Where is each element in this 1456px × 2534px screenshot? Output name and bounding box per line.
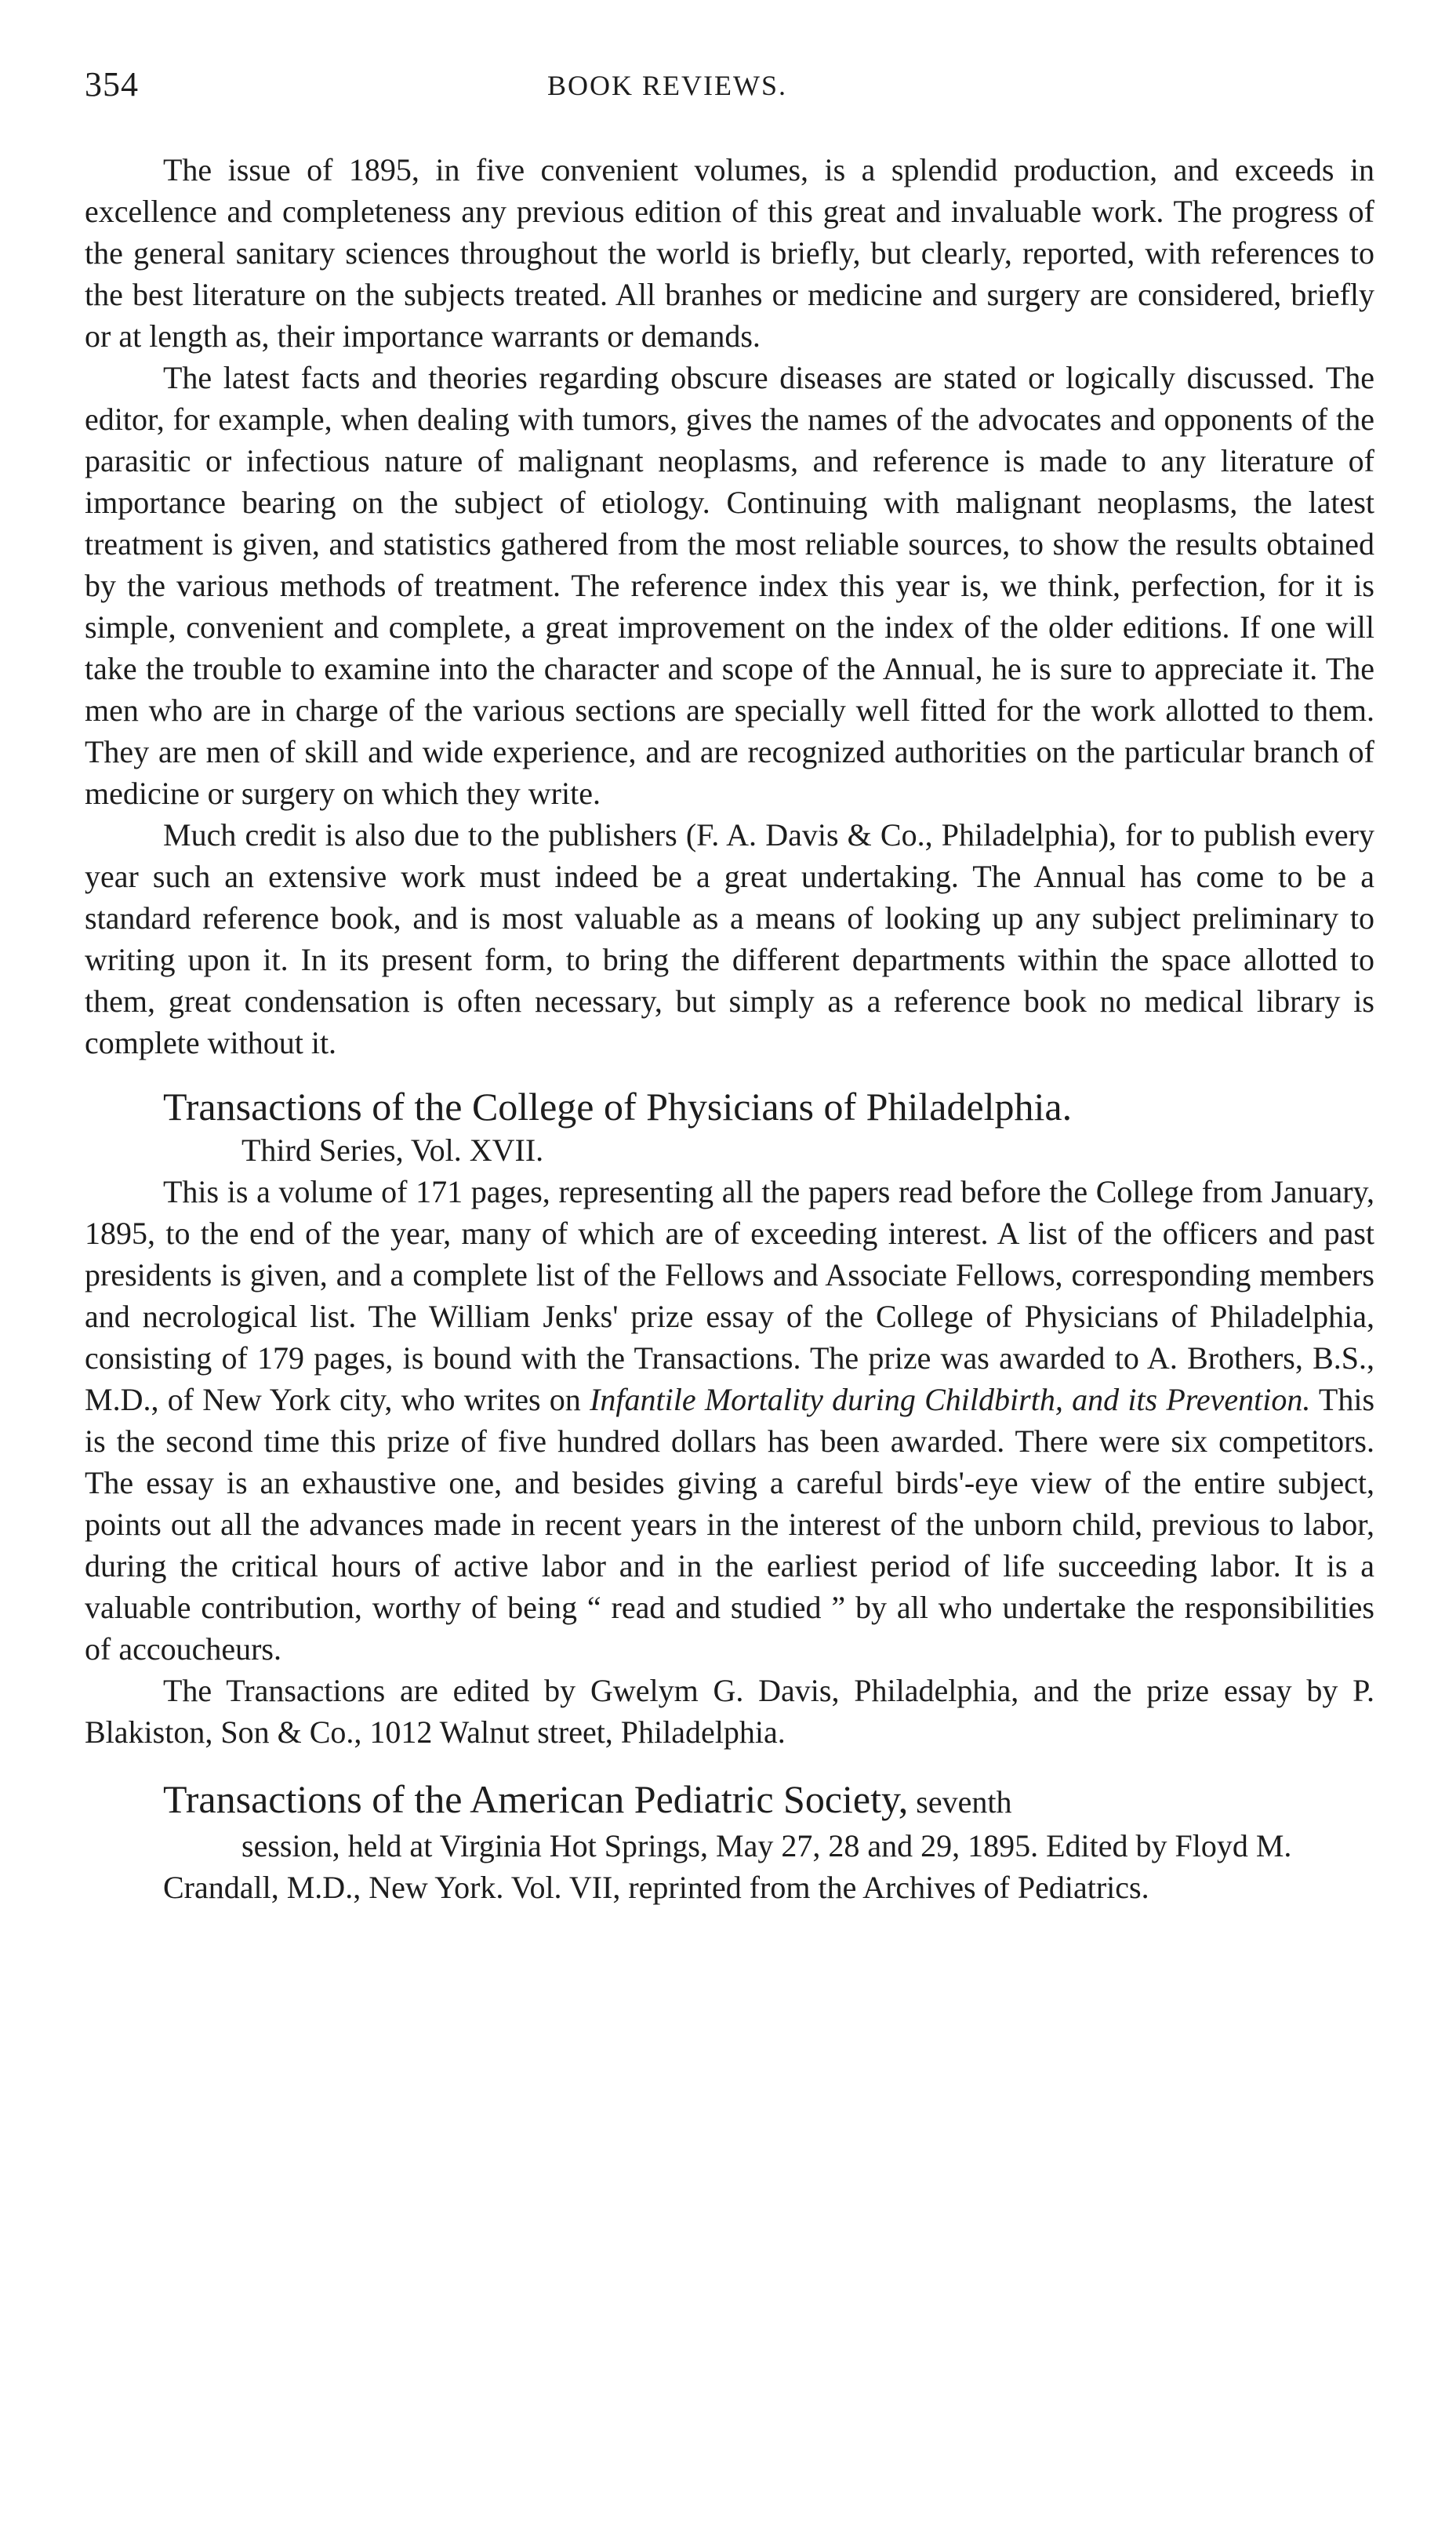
review-1-paragraph-1: The issue of 1895, in five convenient volumes, is a splendid production, and exceeds in excellence and completeness any previous edition of this great and invaluable work. The progress of the general sanitary sciences throughout the world is briefly, but clearly, reported, with references to the best literature on the subjects treated. All branhes or medicine and surgery are considered, briefly or at length as, their importance warrants or demands. <box>85 152 1374 354</box>
review-2 <box>85 1084 1374 1753</box>
running-head <box>85 64 1378 111</box>
review-3-heading-line <box>85 1776 1374 1825</box>
review-2-subheading: Third Series, Vol. XVII. <box>241 1132 544 1168</box>
review-3-continuation: session, held at Virginia Hot Springs, May 27, 28 and 29, 1895. Edited by Floyd M. Crandall, M.D., New York. Vol. VII, reprinted from the Archives of Pediatrics. <box>163 1828 1292 1905</box>
page-number: 354 <box>85 65 139 104</box>
review-1-paragraph-2: The latest facts and theories regarding obscure diseases are stated or logically discussed. The editor, for example, when dealing with tumors, gives the names of the advocates and opponents of the parasitic or infectious nature of malignant neoplasms, and reference is made to any literature of importance bearing on the subject of etiology. Continuing with malignant neoplasms, the latest treatment is given, and statistics gathered from the most reliable sources, to show the results obtained by the various methods of treatment. The reference index this year is, we think, perfection, for it is simple, convenient and complete, a great improvement on the index of the older editions. If one will take the trouble to examine into the character and scope of the Annual, he is sure to appreciate it. The men who are in charge of the various sections are specially well fitted for the work allotted to them. They are men of skill and wide experience, and are recognized authorities on the particular branch of medicine or surgery on which they write. <box>85 360 1374 811</box>
running-title: BOOK REVIEWS. <box>547 70 787 101</box>
review-3 <box>85 1776 1374 1908</box>
review-2-heading: Transactions of the College of Physicians of Philadelphia. <box>163 1085 1073 1129</box>
review-2-paragraph-2: The Transactions are edited by Gwelym G. Davis, Philadelphia, and the prize essay by P. Blakiston, Son & Co., 1012 Walnut street, Philadelphia. <box>85 1673 1374 1750</box>
review-2-paragraph-1-text-b: This is the second time this prize of five hundred dollars has been awarded. There were six competitors. The essay is an exhaustive one, and besides giving a careful birds'-eye view of the entire subject, points out all the advances made in recent years in the interest of the unborn child, previous to labor, during the critical hours of active labor and in the earliest period of life succeeding labor. It is a valuable contribution, worthy of being “ read and studied ” by all who undertake the responsibilities of accoucheurs. <box>85 1382 1375 1667</box>
review-3-heading: Transactions of the American Pediatric Society, <box>163 1777 909 1821</box>
review-1-paragraph-3: Much credit is also due to the publishers (F. A. Davis & Co., Philadelphia), for to publish every year such an extensive work must indeed be a great undertaking. The Annual has come to be a standard reference book, and is most valuable as a means of looking up any subject preliminary to writing upon it. In its present form, to bring the different departments within the space allotted to them, great condensation is often necessary, but simply as a reference book no medical library is complete without it. <box>85 817 1374 1060</box>
body-text <box>85 149 1374 1908</box>
review-2-paragraph-1-text-a: This is a volume of 171 pages, representing all the papers read before the College from January, 1895, to the end of the year, many of which are of exceeding interest. A list of the officers and past presidents is given, and a complete list of the Fellows and Associate Fellows, corresponding members and necrological list. The William Jenks' prize essay of the College of Physicians of Philadelphia, consisting of 179 pages, is bound with the Transactions. The prize was awarded to A. Brothers, B.S., M.D., of New York city, who writes on <box>85 1174 1374 1417</box>
review-3-heading-tail: seventh <box>908 1784 1012 1820</box>
essay-title: Infantile Mortality during Childbirth, and its Prevention. <box>590 1382 1311 1417</box>
review-2-paragraph-1 <box>85 1171 1374 1670</box>
